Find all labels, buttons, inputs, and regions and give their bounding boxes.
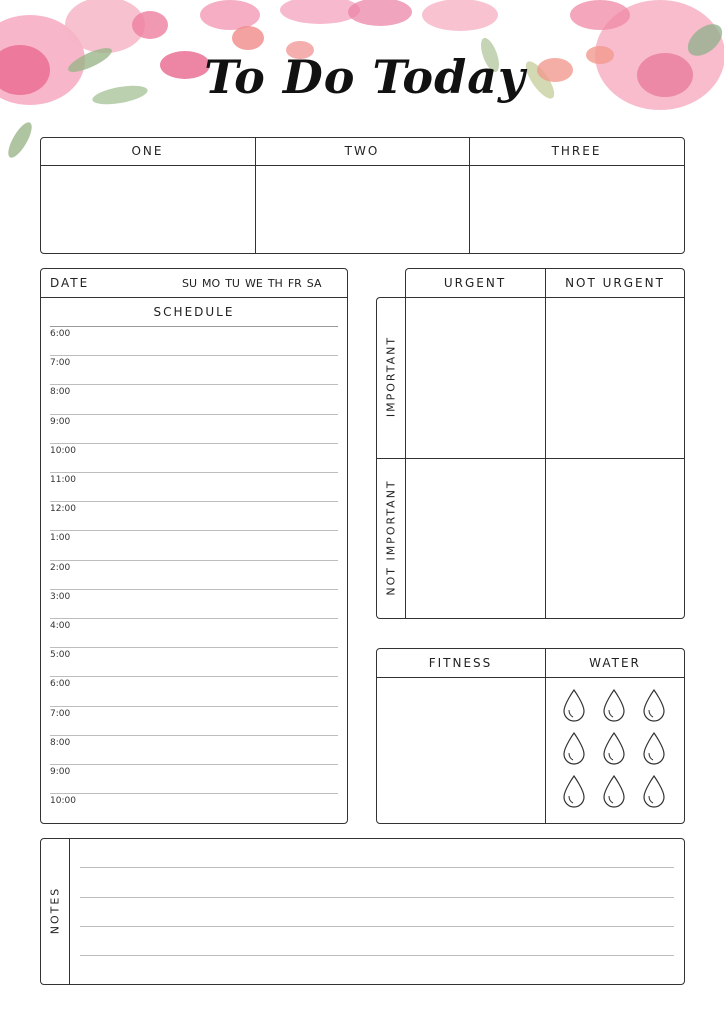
schedule-line[interactable] (50, 472, 338, 473)
notes-line[interactable] (80, 897, 674, 898)
schedule-time-label: 6:00 (50, 679, 71, 690)
schedule-time-label: 9:00 (50, 767, 71, 777)
matrix-urgent-not-important-cell[interactable] (406, 459, 545, 618)
water-drop-icon[interactable] (561, 731, 587, 767)
fitness-label: FITNESS (428, 656, 493, 670)
schedule-time-label: 10:00 (50, 445, 76, 456)
water-drop-icon[interactable] (561, 688, 587, 724)
water-drop-icon[interactable] (641, 731, 667, 767)
schedule-line[interactable] (50, 530, 338, 531)
schedule-time-label: 8:00 (50, 387, 71, 398)
matrix-urgent-important-cell[interactable] (406, 298, 545, 458)
priority-one-label: ONE (131, 144, 164, 158)
schedule-line[interactable] (50, 589, 338, 590)
schedule-heading: SCHEDULE (153, 305, 235, 319)
water-drop-icon[interactable] (601, 731, 627, 767)
schedule-time-label: 4:00 (50, 621, 71, 631)
schedule-time-label: 7:00 (50, 358, 71, 369)
matrix-not-urgent-important-cell[interactable] (546, 298, 684, 458)
date-label: DATE (50, 276, 90, 290)
schedule-line[interactable] (50, 793, 338, 794)
water-drop-icon[interactable] (601, 688, 627, 724)
schedule-line[interactable] (50, 676, 338, 677)
matrix-important-label: IMPORTANT (384, 335, 398, 418)
matrix-not-important-label: NOT IMPORTANT (384, 479, 398, 596)
priority-two-area[interactable] (256, 166, 468, 253)
water-label: WATER (589, 656, 641, 670)
notes-label: NOTES (48, 886, 62, 935)
priority-two-label: TWO (344, 144, 380, 158)
notes-line[interactable] (80, 926, 674, 927)
schedule-line[interactable] (50, 618, 338, 619)
schedule-line[interactable] (50, 706, 338, 707)
schedule-line[interactable] (50, 443, 338, 444)
matrix-not-urgent-label: NOT URGENT (565, 276, 665, 290)
priority-three-label: THREE (551, 144, 602, 158)
priority-one-area[interactable] (41, 166, 254, 253)
schedule-line[interactable] (50, 384, 338, 385)
day-tu[interactable]: TU (225, 277, 240, 290)
schedule-line[interactable] (50, 355, 338, 356)
day-su[interactable]: SU (182, 277, 198, 290)
notes-line[interactable] (80, 867, 674, 868)
date-row-divider (41, 297, 347, 298)
notes-box (40, 838, 685, 985)
schedule-line[interactable] (50, 501, 338, 502)
schedule-time-label: 2:00 (50, 562, 71, 573)
schedule-time-label: 3:00 (50, 591, 71, 602)
schedule-heading-underline (50, 326, 338, 327)
schedule-line[interactable] (50, 414, 338, 415)
notes-side-divider (69, 839, 70, 984)
day-th[interactable]: TH (267, 277, 283, 290)
page-title: To Do Today (204, 50, 526, 104)
schedule-time-label: 9:00 (50, 416, 71, 427)
schedule-time-label: 6:00 (50, 329, 71, 339)
water-drop-icon[interactable] (641, 688, 667, 724)
weekday-selector (182, 277, 322, 290)
priority-three-area[interactable] (470, 166, 683, 253)
schedule-time-label: 5:00 (50, 650, 71, 661)
schedule-time-label: 11:00 (50, 475, 76, 485)
schedule-line[interactable] (50, 560, 338, 561)
schedule-time-label: 7:00 (50, 708, 71, 719)
schedule-time-label: 12:00 (50, 504, 76, 515)
schedule-line[interactable] (50, 735, 338, 736)
water-drop-icon[interactable] (561, 774, 587, 810)
water-drop-icon[interactable] (601, 774, 627, 810)
matrix-urgent-label: URGENT (443, 276, 507, 290)
water-drop-icon[interactable] (641, 774, 667, 810)
schedule-time-label: 10:00 (50, 796, 76, 807)
notes-line[interactable] (80, 955, 674, 956)
schedule-line[interactable] (50, 647, 338, 648)
matrix-not-urgent-not-important-cell[interactable] (546, 459, 684, 618)
day-sa[interactable]: SA (306, 277, 322, 290)
day-fr[interactable]: FR (287, 277, 302, 290)
schedule-box (40, 268, 348, 824)
fitness-area[interactable] (377, 678, 544, 823)
schedule-time-label: 8:00 (50, 737, 71, 748)
day-we[interactable]: WE (244, 277, 263, 290)
schedule-line[interactable] (50, 764, 338, 765)
day-mo[interactable]: MO (202, 277, 221, 290)
fitness-water-divider (545, 649, 546, 823)
schedule-time-label: 1:00 (50, 533, 71, 544)
